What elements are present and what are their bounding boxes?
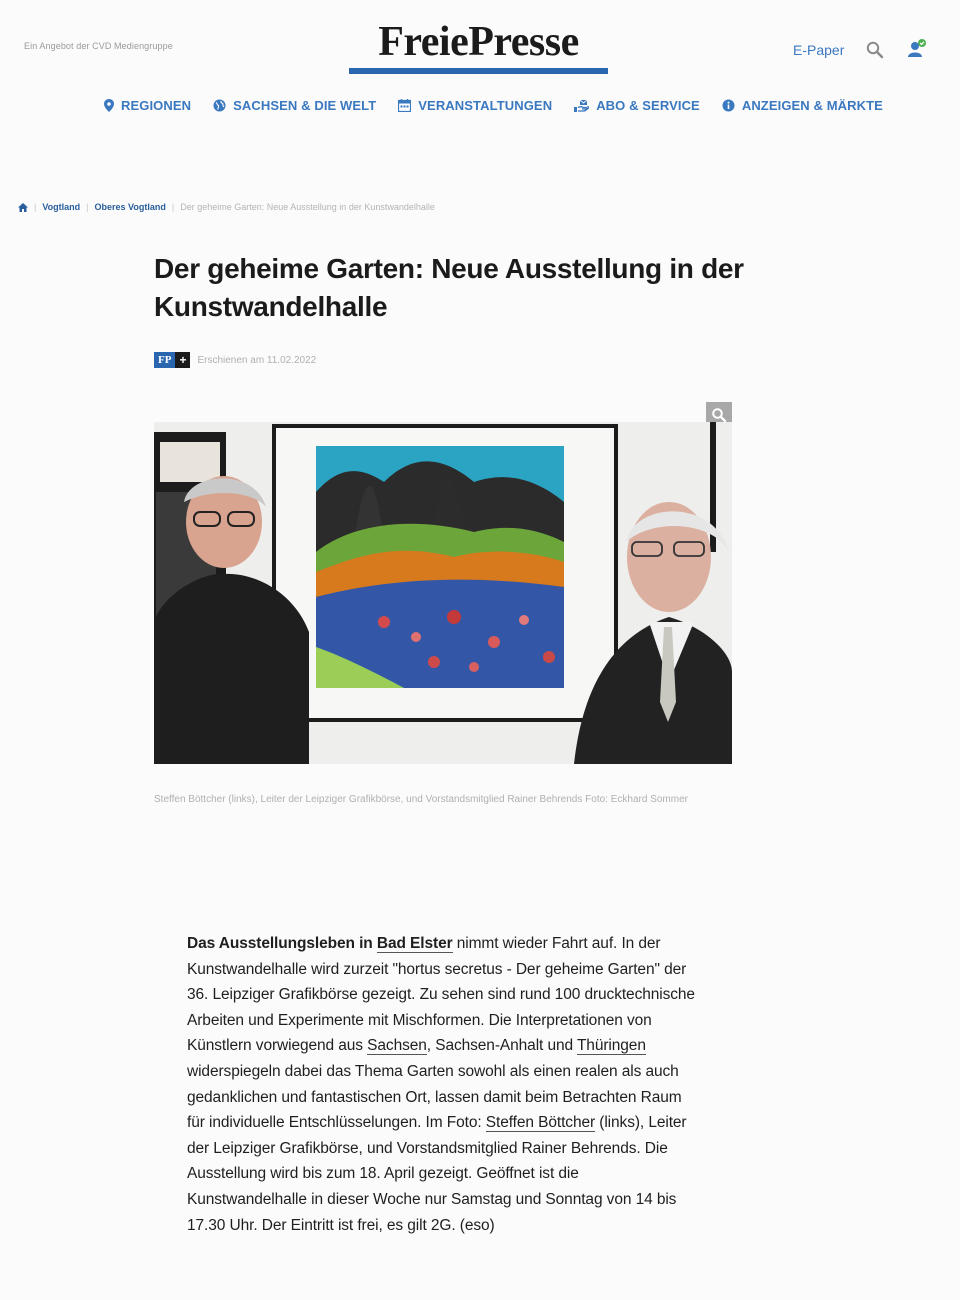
main-navigation bbox=[104, 94, 883, 116]
photo-artwork-illustration bbox=[154, 422, 732, 764]
breadcrumb-oberes-vogtland[interactable]: Oberes Vogtland bbox=[94, 202, 166, 212]
nav-item-abo-service[interactable] bbox=[574, 98, 700, 113]
search-button[interactable] bbox=[865, 40, 885, 60]
fp-badge-label: FP bbox=[154, 352, 175, 368]
nav-label: REGIONEN bbox=[121, 97, 192, 113]
nav-label: ABO & SERVICE bbox=[596, 97, 700, 113]
article-body bbox=[187, 931, 697, 1238]
freie-presse-logo[interactable] bbox=[349, 18, 608, 76]
body-lead: Das Ausstellungsleben in bbox=[187, 935, 377, 952]
user-account-button[interactable] bbox=[906, 38, 928, 60]
nav-label: SACHSEN & DIE WELT bbox=[233, 97, 377, 113]
calendar-icon bbox=[398, 99, 411, 112]
nav-label: ANZEIGEN & MÄRKTE bbox=[741, 97, 883, 113]
hand-icon bbox=[574, 99, 589, 112]
globe-icon bbox=[213, 99, 226, 112]
logo-text: FreiePresse bbox=[378, 19, 579, 65]
publish-date: Erschienen am 11.02.2022 bbox=[197, 354, 317, 366]
body-text-1: nimmt wieder Fahrt auf. In der Kunstwandelhalle wird zurzeit "hortus secretus - Der geheime Garten" der 36. Leipziger Grafikbörse gezeigt. Zu sehen sind rund 100 drucktechnische Arbeiten und Experimente mit Mischformen. Die Interpretationen von Künstlern vorwiegend aus bbox=[187, 935, 695, 1055]
zoom-icon bbox=[711, 407, 727, 423]
info-icon bbox=[722, 99, 735, 112]
body-text-3: widerspiegeln dabei das Thema Garten sowohl als einen realen als auch gedanklichen und fantastischen Ort, lassen damit beim Betrachten Raum für individuelle Entschlüsselungen. Im Foto: bbox=[187, 1062, 682, 1132]
location-pin-icon bbox=[104, 99, 114, 112]
plus-badge-label: + bbox=[175, 352, 190, 368]
header-tagline: Ein Angebot der CVD Mediengruppe bbox=[24, 41, 173, 51]
fp-plus-badge bbox=[154, 352, 190, 368]
nav-item-veranstaltungen[interactable] bbox=[398, 98, 552, 113]
nav-item-anzeigen-maerkte[interactable] bbox=[722, 98, 883, 113]
link-thueringen[interactable]: Thüringen bbox=[576, 1037, 646, 1055]
photo-caption: Steffen Böttcher (links), Leiter der Leipziger Grafikbörse, und Vorstandsmitglied Rainer Behrends Foto: Eckhard Sommer bbox=[154, 794, 688, 805]
breadcrumb-vogtland[interactable]: Vogtland bbox=[42, 202, 81, 212]
body-text-4: (links), Leiter der Leipziger Grafikbörse, und Vorstandsmitglied Rainer Behrends. Die Ausstellung wird bis zum 18. April gezeigt. Geöffnet ist die Kunstwandelhalle in dieser Woche nur Samstag und Sonntag von 14 bis 17.30 Uhr. Der Eintritt ist frei, es gilt 2G. (eso) bbox=[187, 1114, 687, 1234]
breadcrumb bbox=[18, 202, 435, 212]
user-icon bbox=[906, 38, 928, 60]
article-photo[interactable] bbox=[154, 422, 732, 764]
body-text-2: , Sachsen-Anhalt und bbox=[426, 1037, 577, 1055]
article-meta bbox=[154, 352, 316, 368]
link-sachsen[interactable]: Sachsen bbox=[367, 1037, 427, 1055]
breadcrumb-separator: | bbox=[171, 202, 175, 212]
breadcrumb-current: Der geheime Garten: Neue Ausstellung in der Kunstwandelhalle bbox=[180, 202, 435, 212]
breadcrumb-separator: | bbox=[34, 202, 37, 212]
nav-item-sachsen-die-welt[interactable] bbox=[213, 98, 376, 113]
article-headline: Der geheime Garten: Neue Ausstellung in der Kunstwandelhalle bbox=[154, 253, 744, 322]
home-icon[interactable] bbox=[18, 203, 28, 212]
link-steffen-boettcher[interactable]: Steffen Böttcher bbox=[485, 1114, 596, 1132]
nav-label: VERANSTALTUNGEN bbox=[418, 97, 553, 113]
nav-item-regionen[interactable] bbox=[104, 98, 191, 113]
logo-underline bbox=[349, 68, 608, 74]
breadcrumb-separator: | bbox=[86, 202, 89, 212]
search-icon bbox=[865, 40, 885, 60]
epaper-link[interactable]: E-Paper bbox=[793, 42, 845, 58]
link-bad-elster[interactable]: Bad Elster bbox=[376, 935, 453, 952]
